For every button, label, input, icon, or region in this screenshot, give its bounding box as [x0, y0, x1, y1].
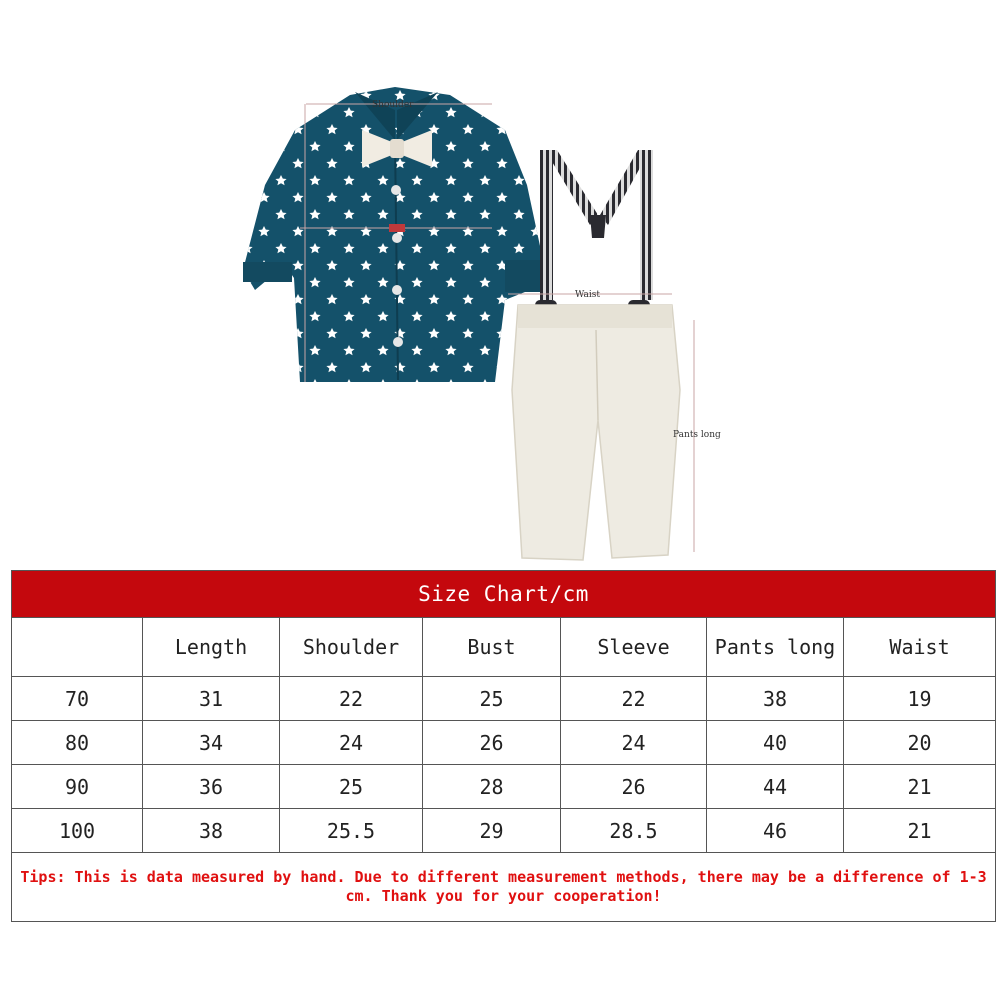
shirt-illustration	[243, 87, 543, 382]
size-cell: 70	[12, 677, 143, 721]
bust-cell: 25	[423, 677, 561, 721]
waist-cell: 21	[844, 809, 996, 853]
pants-long-cell: 44	[707, 765, 844, 809]
header-cell-bust: Bust	[423, 618, 561, 677]
sleeve-cell: 22	[561, 677, 707, 721]
table-row	[12, 809, 996, 853]
sleeve-cell: 28.5	[561, 809, 707, 853]
pants-long-cell: 46	[707, 809, 844, 853]
header-cell-size	[12, 618, 143, 677]
length-cell: 34	[143, 721, 280, 765]
table-row	[12, 677, 996, 721]
header-cell-pants-long: Pants long	[707, 618, 844, 677]
header-cell-shoulder: Shoulder	[280, 618, 423, 677]
shoulder-label: Shoulder	[372, 100, 414, 110]
sleeve-cell: 24	[561, 721, 707, 765]
length-cell: 31	[143, 677, 280, 721]
shoulder-cell: 25	[280, 765, 423, 809]
shoulder-cell: 25.5	[280, 809, 423, 853]
waist-label: Waist	[575, 290, 600, 300]
header-cell-sleeve: Sleeve	[561, 618, 707, 677]
shoulder-cell: 22	[280, 677, 423, 721]
shoulder-cell: 24	[280, 721, 423, 765]
size-chart-title: Size Chart/cm	[12, 571, 996, 618]
waist-cell: 20	[844, 721, 996, 765]
length-cell: 36	[143, 765, 280, 809]
tips-note: Tips: This is data measured by hand. Due to different measurement methods, there may be a difference of 1-3 cm. Thank you for your cooperation!	[12, 853, 996, 922]
bust-cell: 28	[423, 765, 561, 809]
pants-long-label: Pants long	[673, 430, 721, 440]
table-row	[12, 765, 996, 809]
table-row	[12, 721, 996, 765]
length-cell: 38	[143, 809, 280, 853]
bust-cell: 29	[423, 809, 561, 853]
pants-illustration	[512, 305, 680, 560]
size-chart-table	[11, 570, 996, 922]
waist-cell: 21	[844, 765, 996, 809]
size-cell: 90	[12, 765, 143, 809]
bust-marker	[389, 224, 405, 232]
size-cell: 80	[12, 721, 143, 765]
header-cell-waist: Waist	[844, 618, 996, 677]
pants-long-cell: 40	[707, 721, 844, 765]
header-cell-length: Length	[143, 618, 280, 677]
sleeve-cell: 26	[561, 765, 707, 809]
pants-long-cell: 38	[707, 677, 844, 721]
waist-cell: 19	[844, 677, 996, 721]
bust-cell: 26	[423, 721, 561, 765]
size-cell: 100	[12, 809, 143, 853]
header-row	[12, 618, 996, 677]
